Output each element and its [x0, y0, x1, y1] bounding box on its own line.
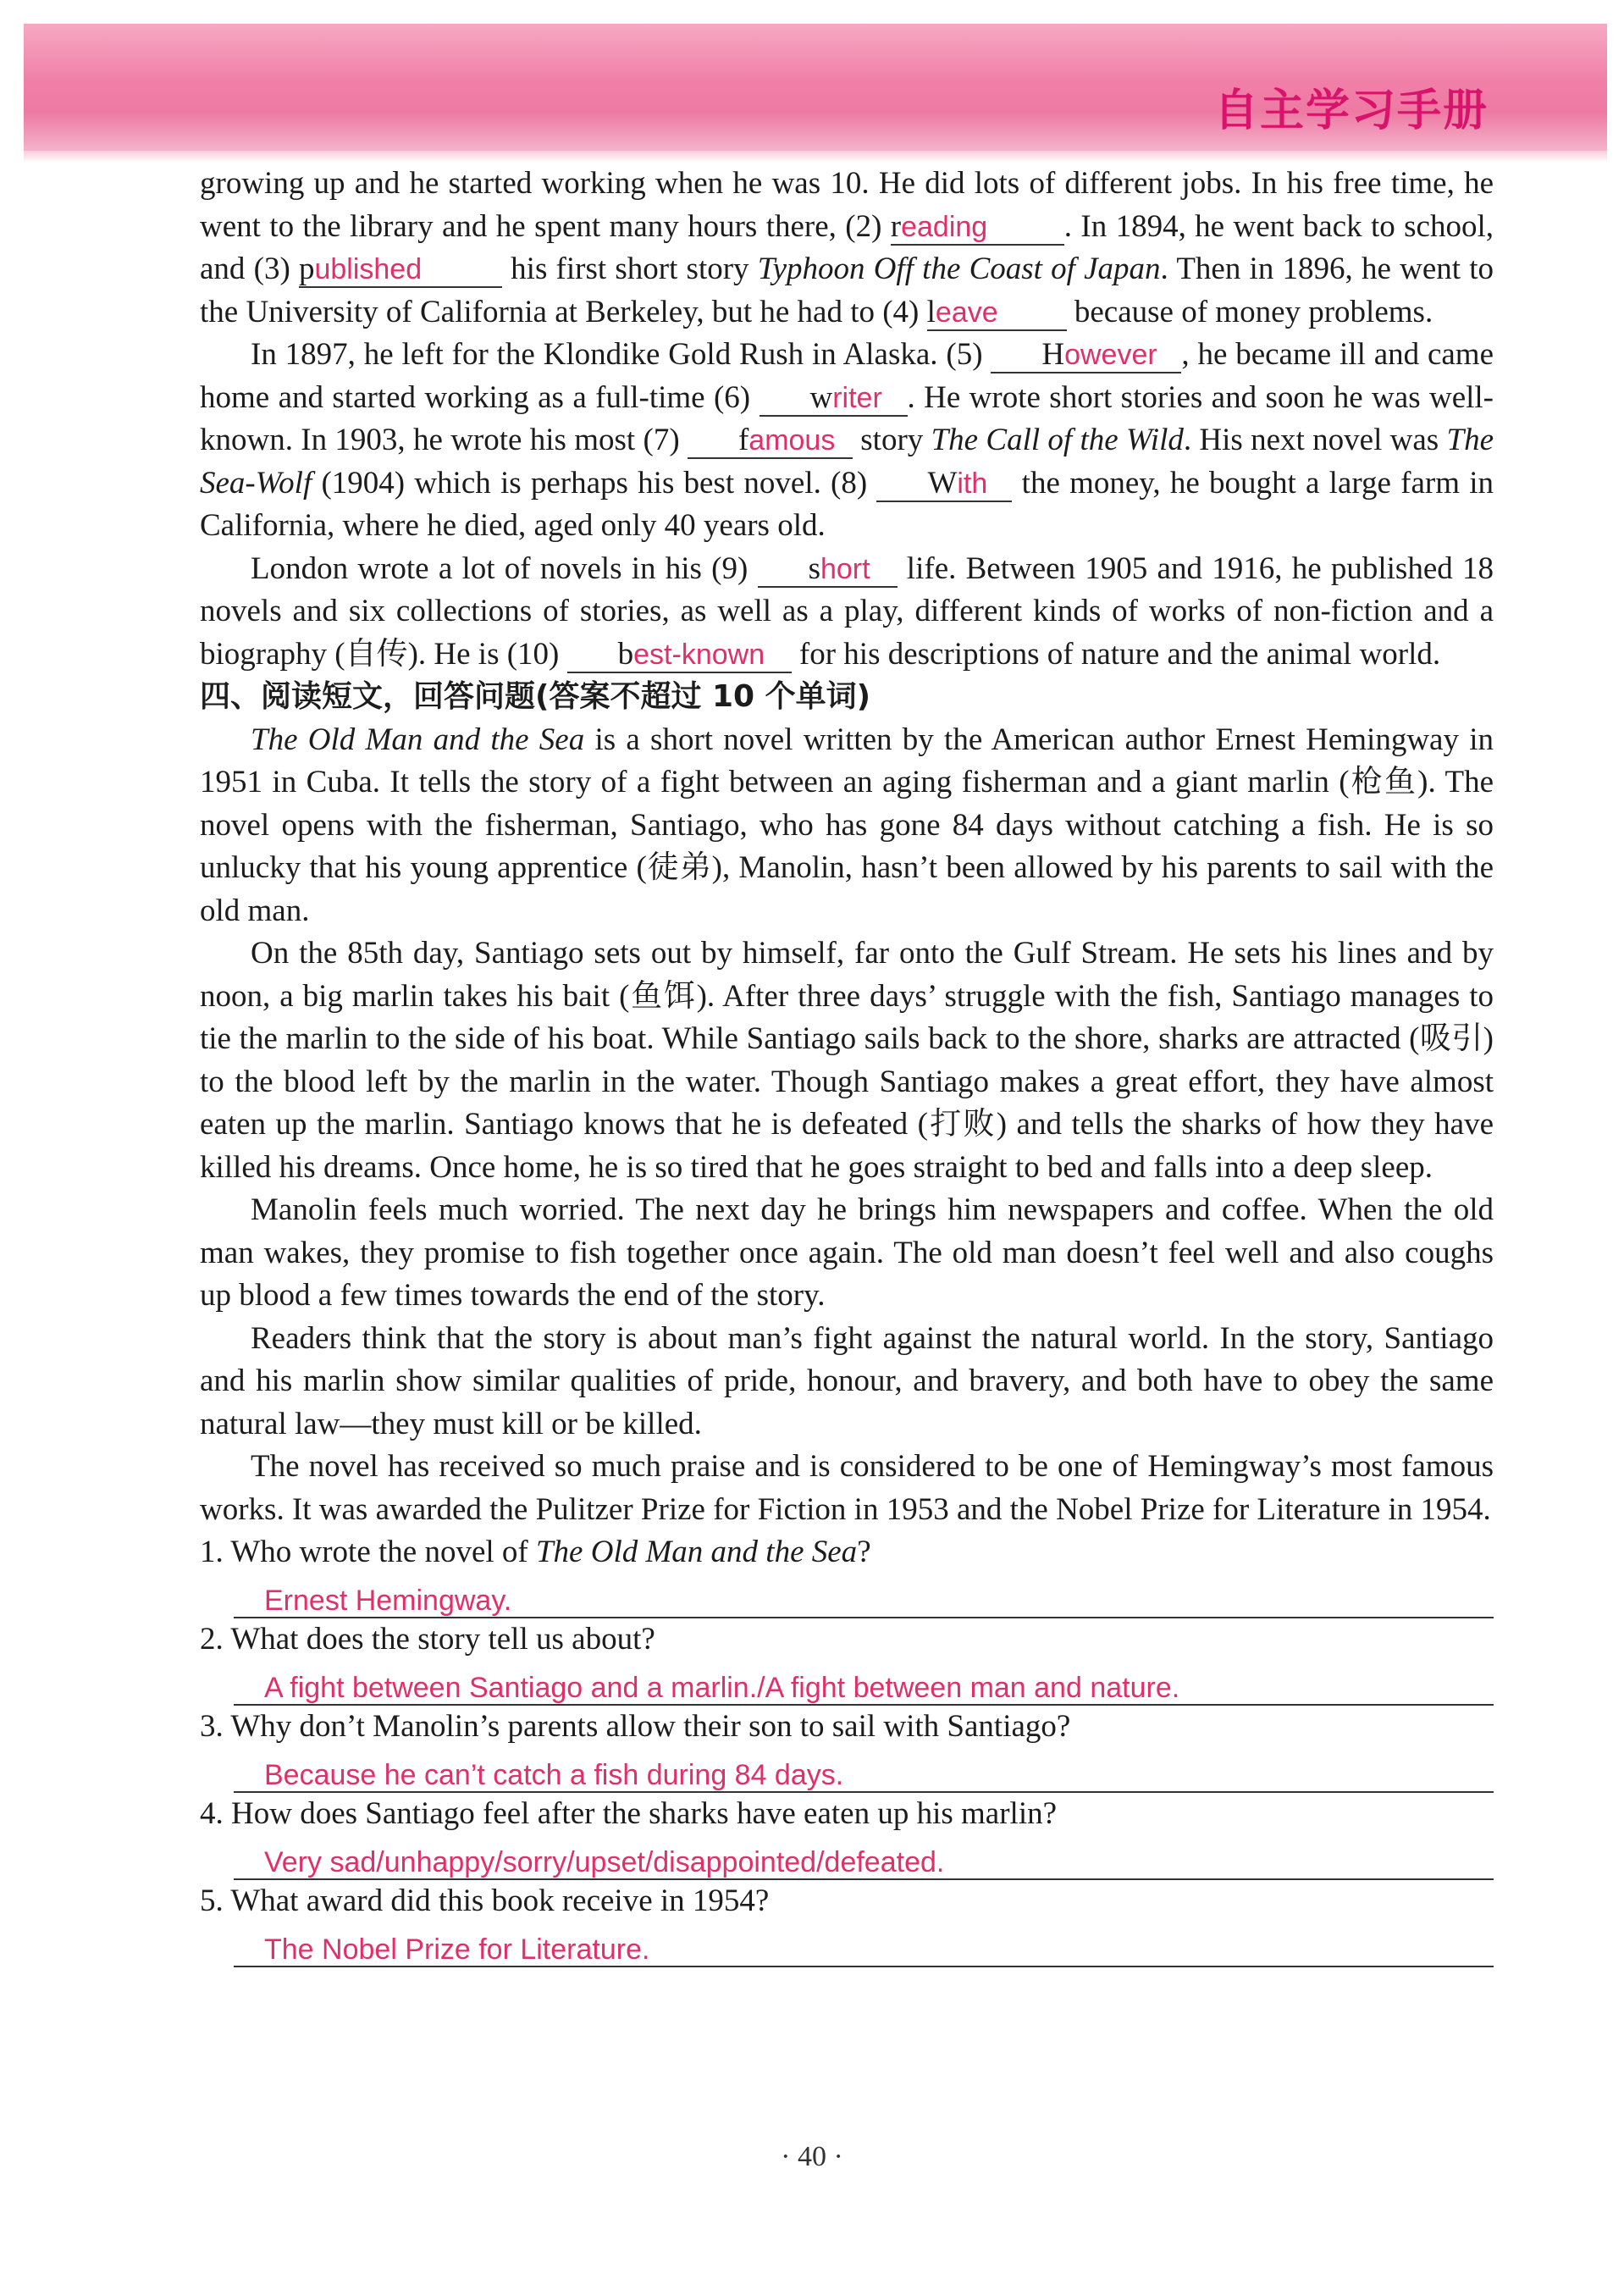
- text-run: the money, he bought a large farm in California, where he died, aged only 40 years old.: [200, 465, 1494, 543]
- reading-paragraph-3: Manolin feels much worried. The next day he brings him newspapers and coffee. When the old man wakes, they promise to fish together once again. The old man doesn’t feel well and also coughs up blood a few times towards the end of the story.: [200, 1192, 1494, 1313]
- answer-9: hort: [820, 552, 870, 585]
- reading-paragraph-4: Readers think that the story is about man’s fight against the natural world. In the story, Santiago and his marlin show similar qualities of pride, honour, and bravery, and both have to obey the same natural law—they must kill or be killed.: [200, 1320, 1494, 1441]
- text-run: story: [852, 423, 931, 457]
- answer-line-5[interactable]: The Nobel Prize for Literature.: [234, 1923, 1494, 1968]
- blank-6[interactable]: writer: [760, 381, 908, 417]
- text-run: life. Between 1905 and 1916, he published 18 novels and six collections of stories, as well as a play, different kinds of works of non-fiction and a biography (自传). He is (10): [200, 550, 1494, 672]
- text-run: . In 1894, he went back to school, and (3): [200, 208, 1494, 286]
- answer-line-3[interactable]: Because he can’t catch a fish during 84 days.: [234, 1749, 1494, 1794]
- answer-line-2[interactable]: A fight between Santiago and a marlin./A fight between man and nature.: [234, 1662, 1494, 1706]
- section-four-heading: 四、阅读短文，回答问题(答案不超过 10 个单词): [200, 679, 871, 714]
- text-run: In 1897, he left for the Klondike Gold Rush in Alaska. (5): [251, 337, 992, 372]
- passage-paragraph-3: [200, 548, 1494, 677]
- text-run: growing up and he started working when he was 10. He did lots of different jobs. In his free time, he went to the library and he spent many hours there, (2): [200, 166, 1494, 244]
- answer-line-1[interactable]: Ernest Hemingway.: [234, 1574, 1494, 1619]
- answer-6: riter: [832, 381, 882, 414]
- text-run: . Then in 1896, he went to the University of California at Berkeley, but he had to (4): [200, 252, 1494, 329]
- header-fade: [24, 151, 1607, 163]
- text-run: , he became ill and came home and started working as a full-time (6): [200, 337, 1494, 415]
- text-run: is a short novel written by the American author Ernest Hemingway in 1951 in Cuba. It tells the story of a fight between an aging fisherman and a giant marlin (枪鱼). The novel opens with the fisherman, Santiago, who has gone 84 days without catching a fish. He is so unlucky that his young apprentice (徒弟), Manolin, hasn’t been allowed by his parents to sail with the old man.: [200, 722, 1494, 928]
- blank-5[interactable]: However: [991, 338, 1181, 373]
- novel-title: The Old Man and the Sea: [535, 1535, 858, 1569]
- answer-3: ublished: [314, 253, 423, 285]
- question-4: 4. How does Santiago feel after the sharks have eaten up his marlin?: [200, 1796, 1058, 1831]
- blank-7[interactable]: famous: [688, 423, 853, 459]
- answer-7: amous: [748, 424, 836, 456]
- text-run: for his descriptions of nature and the animal world.: [791, 636, 1441, 672]
- answer-10: est-known: [633, 638, 765, 671]
- question-2: 2. What does the story tell us about?: [200, 1622, 655, 1657]
- novel-title: The Sea-Wolf: [200, 423, 1494, 501]
- novel-title: The Old Man and the Sea: [251, 722, 585, 757]
- passage-paragraph-1: [200, 163, 1494, 334]
- question-5: 5. What award did this book receive in 1954?: [200, 1883, 770, 1918]
- reading-paragraph-2: On the 85th day, Santiago sets out by himself, far onto the Gulf Stream. He sets his lines and by noon, a big marlin takes his bait (鱼饵). After three days’ struggle with the fish, Santiago manages to tie the marlin to the side of his boat. While Santiago sails back to the shore, sharks are attracted (吸引) to the blood left by the marlin in the water. Though Santiago makes a great effort, they have almost eaten up the marlin. Santiago knows that he is defeated (打败) and tells the sharks of how they have killed his dreams. Once home, he is so tired that he goes straight to bed and falls into a deep sleep.: [200, 936, 1494, 1185]
- story-title: The Call of the Wild: [931, 423, 1184, 457]
- reading-paragraph-5: The novel has received so much praise and is considered to be one of Hemingway’s most famous works. It was awarded the Pulitzer Prize for Fiction in 1953 and the Nobel Prize for Literature in 1954.: [200, 1449, 1494, 1527]
- text-run: . He wrote short stories and soon he was well-known. In 1903, he wrote his most (7): [200, 379, 1494, 457]
- question-3: 3. Why don’t Manolin’s parents allow their son to sail with Santiago?: [200, 1709, 1071, 1744]
- passage-paragraph-2: [200, 334, 1494, 548]
- text-run: because of money problems.: [1066, 294, 1433, 329]
- text-run: (1904) which is perhaps his best novel. (8): [312, 465, 877, 501]
- blank-9[interactable]: short: [758, 552, 898, 588]
- answer-4: eave: [935, 296, 998, 329]
- answer-2: eading: [901, 210, 988, 243]
- page-header-title: 自主学习手册: [1213, 86, 1489, 136]
- question-1: 1. Who wrote the novel of The Old Man and the Sea?: [200, 1535, 871, 1569]
- text-run: London wrote a lot of novels in his (9): [251, 550, 758, 586]
- blank-8[interactable]: With: [876, 467, 1012, 502]
- reading-paragraph-1: [200, 719, 1494, 933]
- page-content: [200, 163, 1494, 1967]
- text-run: his first short story: [501, 252, 758, 286]
- answer-line-4[interactable]: Very sad/unhappy/sorry/upset/disappointed/defeated.: [234, 1836, 1494, 1881]
- blank-10[interactable]: best-known: [567, 638, 792, 673]
- blank-2[interactable]: reading: [891, 210, 1064, 246]
- blank-4[interactable]: leave: [927, 296, 1067, 331]
- answer-8: ith: [957, 467, 988, 500]
- blank-3[interactable]: published: [299, 252, 502, 288]
- answer-5: owever: [1064, 339, 1157, 371]
- page-number: · 40 ·: [781, 2141, 843, 2172]
- text-run: . His next novel was: [1183, 423, 1447, 457]
- story-title: Typhoon Off the Coast of Japan: [757, 252, 1161, 286]
